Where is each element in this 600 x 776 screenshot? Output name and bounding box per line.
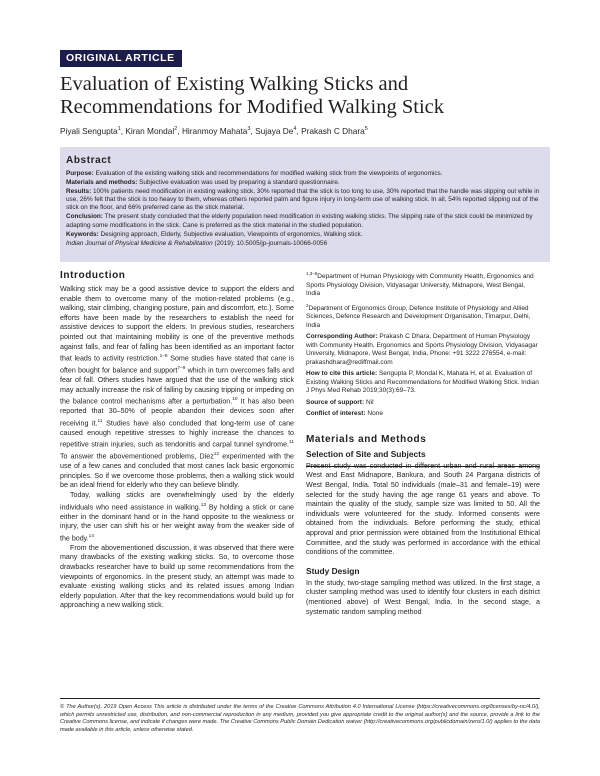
- copyright-notice: © The Author(s). 2019 Open Access This article is distributed under the terms of the Creative Commons Attribution 4.0 International License (https://creativecommons.org/licenses/by-nc/4.0/), which permits unrestricted use, distribution, and non-commercial reproduction in any medium, provided you give appropriate credit to the original author(s) and the source, provide a link to the Creative Commons license, and indicate if changes were made. The Creative Commons Public Domain Dedication waiver (http://creativecommons.org/publicdomain/zero/1.0/) applies to the data made available in this article, unless otherwise stated.: [60, 704, 540, 733]
- abstract-results: [66, 188, 544, 212]
- corresponding-author-label: Corresponding Author:: [306, 333, 378, 341]
- corresponding-author-text: Prakash C Dhara, Department of Human Physiology with Community Health, Ergonomics and Sports Physiology Division, Vidyasagar University, Midnapore, West Bengal, India, Phone: +91 3222 276554, e-mail: prakashdhara@rediffmail.com: [306, 333, 538, 366]
- study-design-paragraph: In the study, two-stage sampling method was utilized. In the first stage, a cluster sampling method was used to identify four clusters in each district (mentioned above) of West Bengal, India. In the second stage, a systematic random sampling method: [306, 578, 540, 616]
- affiliation-text: Department of Ergonomics Group, Defence Institute of Physiology and Allied Sciences, Defence Research and Development Organisation, Timarpur, Delhi, India: [306, 304, 531, 329]
- author-affiliation-number: 5: [364, 126, 368, 132]
- conflict-of-interest-text: None: [365, 410, 383, 418]
- author-affiliation-number: 3: [247, 126, 251, 132]
- abstract-label: Purpose:: [66, 170, 94, 177]
- affiliation-text: Department of Human Physiology with Community Health, Ergonomics and Sports Physiology Division, Vidyasagar University, Midnapore, West Bengal, India: [306, 273, 534, 298]
- abstract-methods: [66, 179, 544, 187]
- conflict-of-interest-label: Conflict of interest:: [306, 410, 366, 418]
- study-design-heading: Study Design: [306, 565, 360, 576]
- body-text: Studies have also concluded that long-term use of cane caused enough repetitive stresses to highly increase the chances to repetitive strain injuries, such as tendonitis and carpal tunnel syndrome.: [60, 419, 294, 449]
- abstract-text: Designing approach, Elderly, Subjective evaluation, Viewpoints of ergonomics, Walking stick.: [100, 230, 363, 238]
- reference-number: 11: [289, 440, 294, 446]
- site-subjects-paragraph: Present study was conducted in different urban and rural areas among West and East Midnapore, Bankura, and South 24 Pargana districts of West Bengal, India. Total 50 individuals (male–31 and female–19) were selected for the study having the age range 61 years and above. To maintain the quality of the study, sample size was limited to 50. All the individuals were volunteered for the study. Informed consents were obtained from the individuals. Before performing the study, ethical approval and prior permission were obtained from the Institutional Ethical Committee, and the study was performed in accordance with the ethical conditions of the committee.: [306, 461, 540, 557]
- affiliation-number: 1,3–5: [306, 271, 318, 276]
- body-text: Walking stick may be a good assistive device to support the elders and enable them to overcome many of the motion-related problems (e.g., walking, stair climbing, changing posture, pain and discomfort, etc.). Some efforts have been made by the researchers to establish the need for assistive devices to support the elders. In previous studies, researchers pointed out that maintaining mobility is one of the preventive methods against falls, and fear of falling has been identified as an important factor that leads to activity restriction.: [60, 285, 294, 363]
- introduction-heading: Introduction: [60, 270, 126, 281]
- journal-citation: [66, 240, 544, 248]
- affiliation-number: 2: [306, 302, 309, 308]
- introduction-paragraph: [60, 491, 294, 544]
- abstract-text: The present study concluded that the elderly population need modification in existing walking sticks. The slipping rate of the stick could be minimized by adapting some modifications in the stick. Cane is preferred as the stick material in the studied population.: [66, 213, 533, 229]
- abstract-label: Materials and methods:: [66, 179, 138, 187]
- author-name: Kiran Mondal: [125, 125, 175, 136]
- reference-number: 7–9: [177, 366, 186, 372]
- article-type-badge: ORIGINAL ARTICLE: [60, 50, 182, 67]
- author-name: Sujaya De: [255, 125, 294, 136]
- body-text: Today, walking sticks are overwhelmingly used by the elderly individuals who need assistance in walking.: [60, 491, 294, 511]
- abstract-label: Results:: [66, 188, 92, 196]
- source-of-support-label: Source of support:: [306, 398, 365, 406]
- author-affiliation-number: 2: [174, 126, 178, 132]
- author-affiliation-number: 1: [117, 126, 121, 132]
- abstract-purpose: [66, 170, 544, 178]
- reference-number: 12: [213, 452, 220, 458]
- corresponding-author: [306, 333, 540, 367]
- body-text: By holding a stick or cane either in the dominant hand or in the hand opposite to the weakness or injury, the user can shift his or her weight away from the weaker side of the body.: [60, 502, 294, 543]
- paper-title: Evaluation of Existing Walking Sticks and Recommendations for Modified Walking Stick: [60, 73, 444, 118]
- reference-number: 11: [97, 418, 103, 424]
- abstract-text: Subjective evaluation was used by preparing a standard questionnaire.: [139, 179, 340, 187]
- author-name: Hiranmoy Mahata: [181, 125, 248, 136]
- source-of-support-text: Nil: [364, 398, 374, 406]
- author-name: Piyali Sengupta: [60, 125, 118, 136]
- abstract-label: Conclusion:: [66, 213, 103, 221]
- body-text: It has also been reported that 30–50% of people abandon their devices soon after receiving it.: [60, 397, 294, 428]
- introduction-paragraph: [60, 285, 294, 491]
- right-column: [306, 270, 540, 617]
- author-name: Prakash C Dhara: [301, 125, 365, 136]
- conflict-of-interest: [306, 410, 540, 419]
- reference-number: 1–6: [159, 354, 168, 360]
- abstract-label: Keywords:: [66, 230, 99, 238]
- journal-name: Indian Journal of Physical Medicine & Rehabilitation: [66, 239, 213, 247]
- affiliation-divider: [306, 466, 540, 467]
- author-list: Piyali Sengupta$^1$, Kiran Mondal$^2$, Hiranmoy Mahata$^3$, Sujaya De$^4$, Prakash C Dhara$^5$: [60, 125, 368, 136]
- how-to-cite-text: Sengupta P, Mondal K, Mahata H, et al. Evaluation of Existing Walking Sticks and Recommendations for Modified Walking Stick. Indian J Phys Med Rehab 2019;30(3):69–73.: [306, 370, 539, 395]
- author-affiliation-number: 4: [293, 126, 297, 132]
- source-of-support: [306, 399, 540, 408]
- abstract-heading: Abstract: [66, 155, 112, 166]
- reference-number: 13: [200, 502, 207, 508]
- reference-number: 10: [232, 397, 238, 403]
- how-to-cite: [306, 370, 540, 396]
- citation-doi: (2019): 10.5005/jp-journals-10066-0056: [212, 239, 328, 247]
- methods-heading: Materials and Methods: [306, 433, 427, 445]
- body-text: Some studies have stated that cane is often bought for balance and support: [60, 354, 294, 375]
- how-to-cite-label: How to cite this article:: [306, 370, 378, 378]
- body-text: To answer the abovementioned problems, Diez: [60, 452, 214, 461]
- site-subjects-heading: Selection of Site and Subjects: [306, 448, 426, 459]
- abstract-text: 100% patients need modification in existing walking stick, 30% reported that the stick is too long to use, 30% reported that the handle was slipping out while in use, 26% felt that the stick is too heavy to them, whereas others reported palm and figure injury in long-term use of walking stick. In all, 54% reported slipping out of the stick on the floor, and 66% preferred cane as the stick material.: [66, 188, 540, 212]
- left-column: [60, 270, 294, 611]
- affiliation: [306, 270, 540, 299]
- body-text: which in turn overcomes falls and fear of fall. Others studies have argued that the use of the walking stick may actually increase the risk of falling by causing tripping or impeding on the balance control mechanisms after a perturbation.: [60, 366, 295, 406]
- abstract-text: Evaluation of the existing walking stick and recommendations for modified walking stick from the viewpoints of ergonomics.: [95, 170, 443, 177]
- footer-divider: [60, 698, 540, 699]
- abstract-box: [60, 147, 550, 262]
- abstract-keywords: [66, 231, 544, 239]
- abstract-conclusion: [66, 213, 544, 229]
- body-text: experimented with the use of a few canes and concluded that most canes lack basic ergonomic principles. So if we overcome those problems, then a walking stick would be an ideal friend for elderly who they can believe blindly.: [60, 452, 294, 490]
- affiliation: [306, 302, 540, 331]
- introduction-paragraph: From the abovementioned discussion, it was observed that there were many drawbacks of the existing walking sticks. So, to overcome those drawbacks researcher have to build up some recommendations from the viewpoints of ergonomics. In the present study, an attempt was made to evaluate existing walking sticks and its related issues among Indian elderly population. After that the key recommendations would build up for approaching a new walking stick.: [60, 543, 294, 610]
- reference-number: 14: [88, 533, 95, 539]
